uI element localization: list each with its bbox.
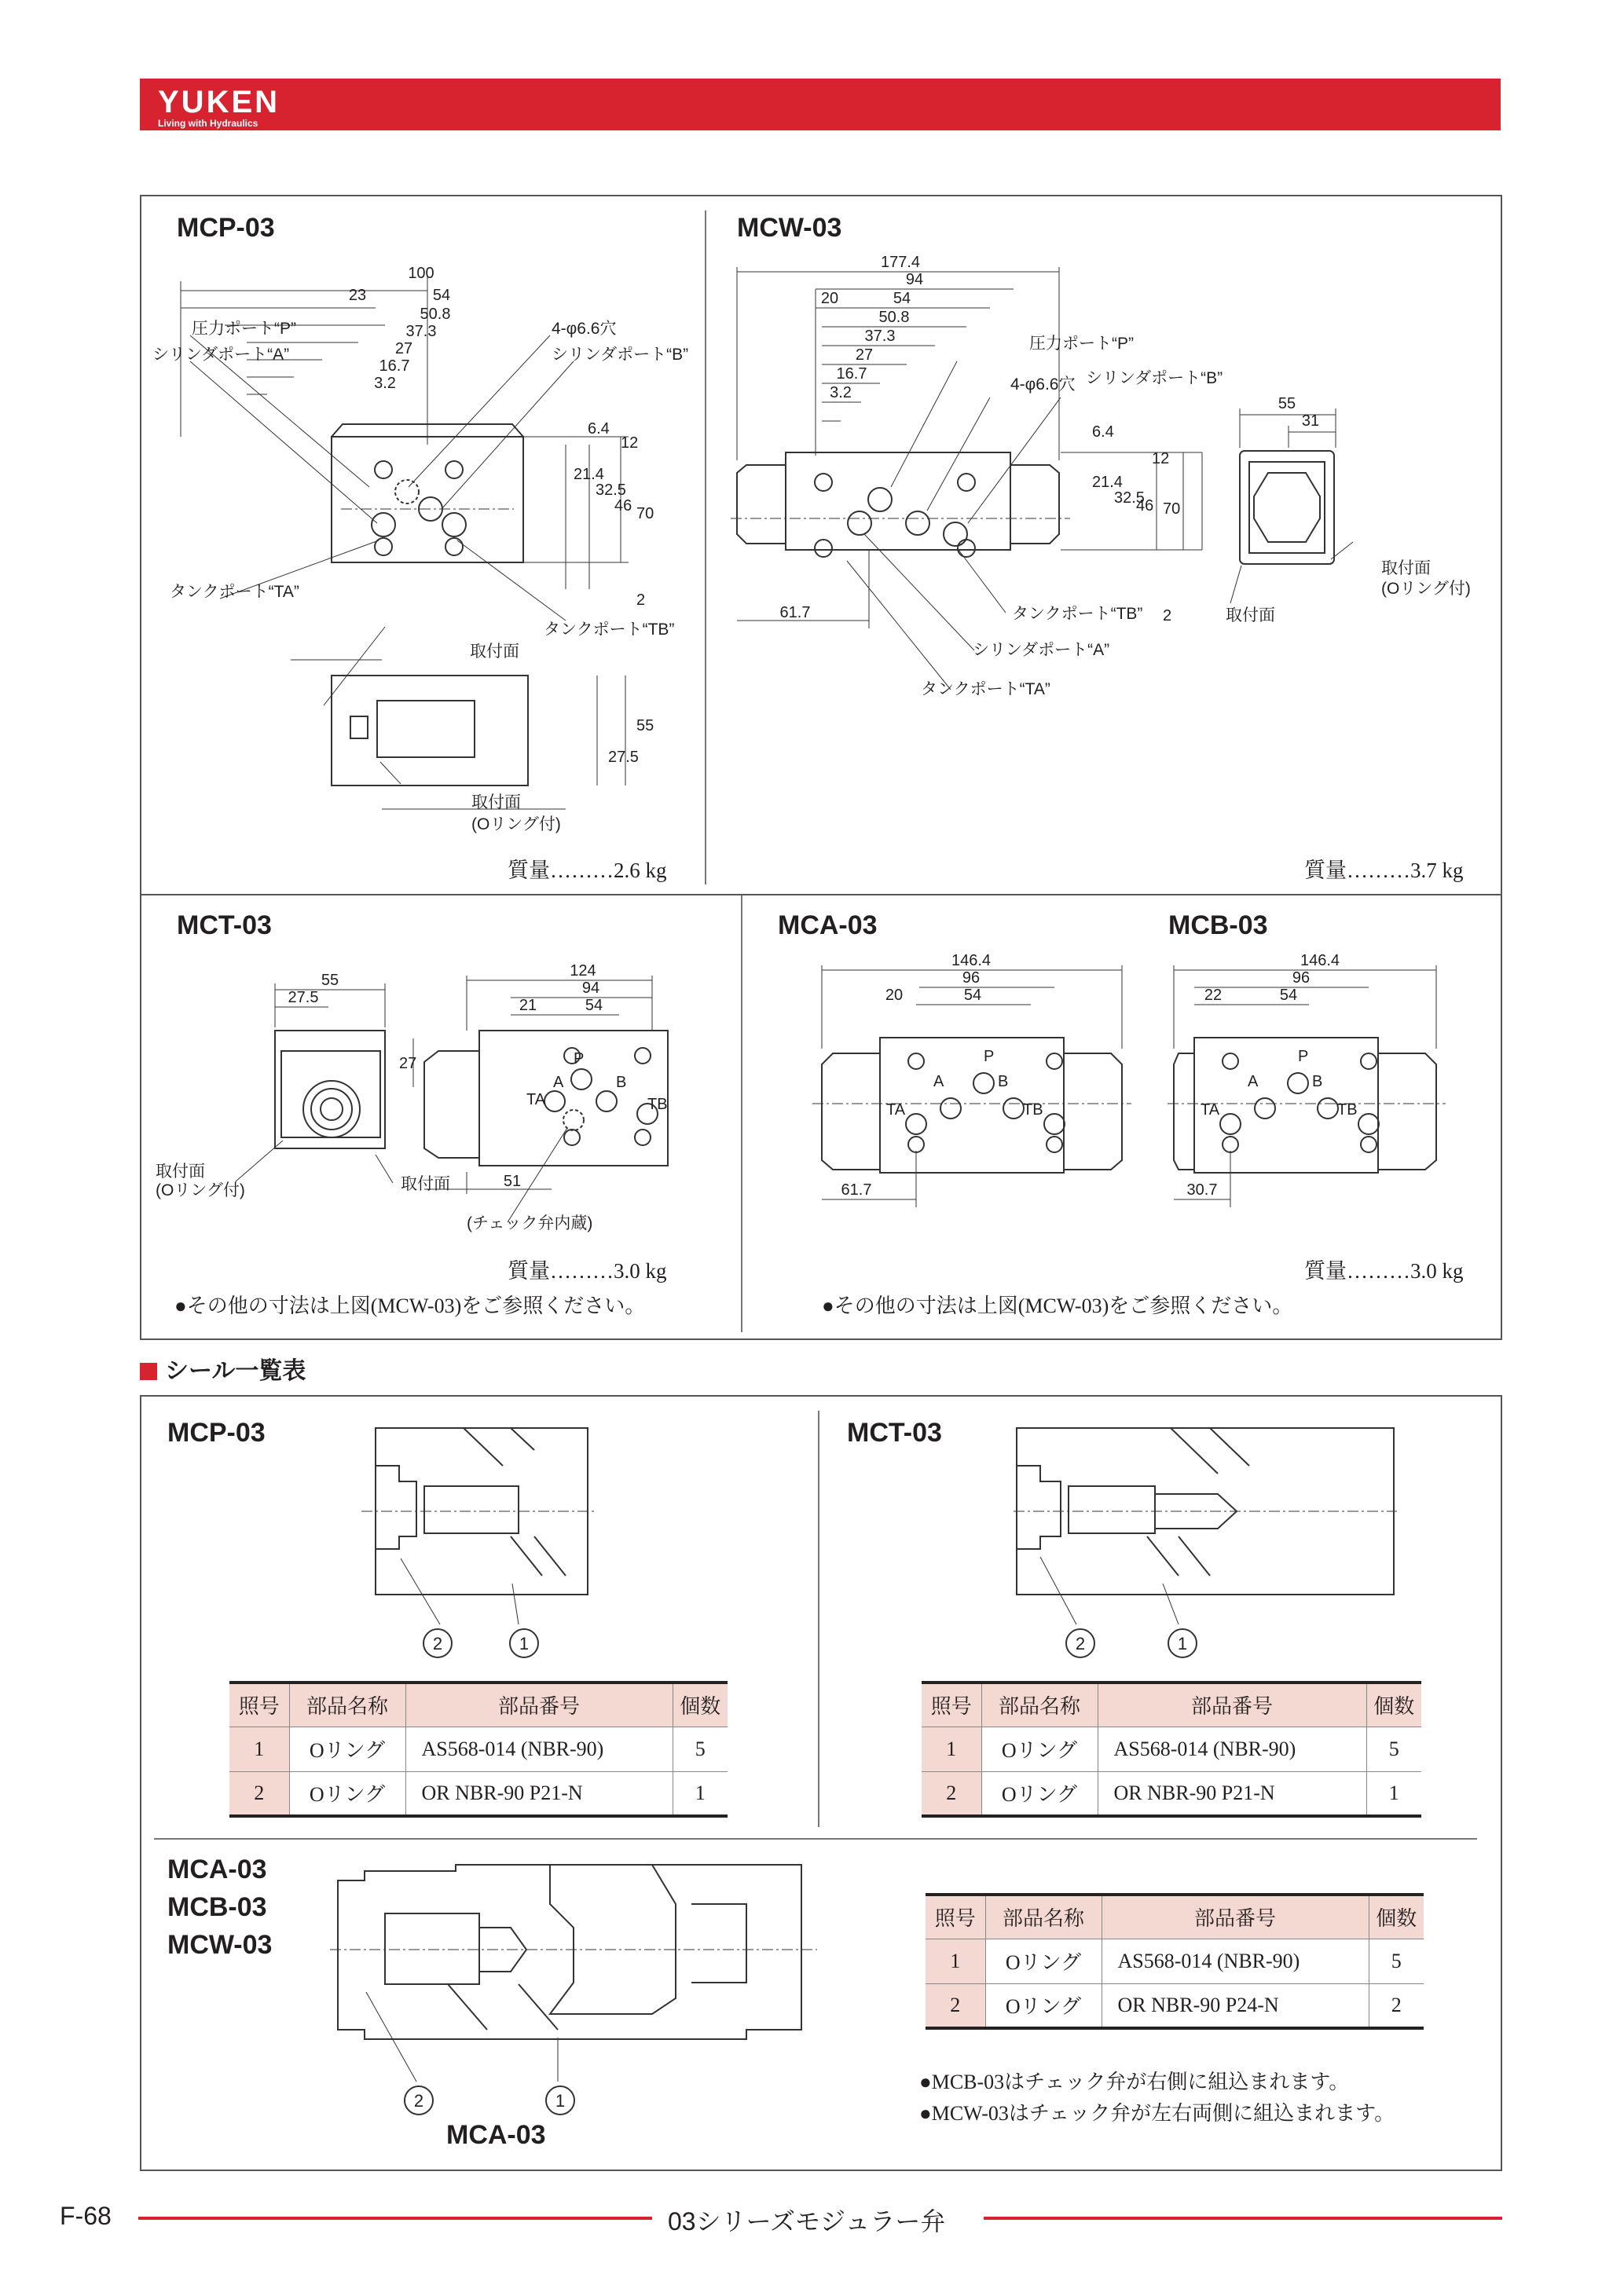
table-cell: OR NBR-90 P21-N (1098, 1771, 1366, 1816)
mcp-dim: 37.3 (405, 323, 437, 340)
col-header: 照号 (926, 1895, 985, 1939)
mcw-dim: 94 (905, 271, 924, 288)
logo-tagline: Living with Hydraulics (158, 118, 258, 129)
mcp-dim: 100 (408, 265, 434, 282)
mct-port: P (574, 1050, 585, 1067)
mcw-dim: 55 (1278, 395, 1296, 412)
mcw-label-a: シリンダポート“A” (973, 641, 1110, 659)
table-row (926, 1939, 1424, 1983)
mcw-dim: 2 (1163, 607, 1172, 624)
mcw-label-oring: (Oリング付) (1381, 580, 1471, 598)
mcb-port: B (1312, 1073, 1323, 1090)
seal-mcw-title: MCW-03 (167, 1930, 273, 1960)
mct-label-check: (チェック弁内蔵) (467, 1214, 593, 1232)
mca-dim: 61.7 (841, 1181, 872, 1199)
table-cell: 2 (229, 1771, 289, 1816)
mcp-drawing (149, 259, 699, 856)
mcw-dim: 54 (893, 290, 911, 307)
seal-heading: シール一覧表 (140, 1351, 306, 1386)
mct-port: A (553, 1074, 564, 1091)
table-cell: 2 (1369, 1983, 1424, 2028)
mct-label-mount2: 取付面 (401, 1175, 450, 1193)
table-cell: Oリング (985, 1983, 1102, 2028)
seal-mcb-title: MCB-03 (167, 1892, 267, 1922)
mcp-dim: 55 (636, 717, 654, 734)
seal-note-mcw: ●MCW-03はチェック弁が左右両側に組込まれます。 (919, 2102, 1395, 2125)
mct-port: TB (647, 1096, 668, 1113)
mcb-port: TB (1337, 1101, 1358, 1119)
mcw-dim: 31 (1301, 412, 1320, 430)
table-row (926, 1983, 1424, 2028)
col-header: 部品名称 (289, 1683, 405, 1727)
table-cell: 2 (922, 1771, 981, 1816)
header-bar (140, 79, 1501, 130)
mca-dim: 146.4 (951, 952, 992, 969)
table-cell: OR NBR-90 P24-N (1102, 1983, 1369, 2028)
seal-mct-title: MCT-03 (847, 1418, 942, 1448)
mct-dim: 124 (570, 962, 596, 980)
mcw-dim: 21.4 (1092, 474, 1123, 491)
col-header: 照号 (229, 1683, 289, 1727)
svg-text:2: 2 (432, 1634, 443, 1653)
mca-port: P (984, 1048, 995, 1065)
panel-divider-h (140, 894, 1502, 895)
mct-dim: 27.5 (288, 989, 319, 1006)
mcw-dim: 177.4 (880, 254, 921, 271)
mcb-port: A (1248, 1073, 1259, 1090)
table-cell: AS568-014 (NBR-90) (405, 1727, 673, 1771)
mcw-title: MCW-03 (737, 213, 842, 243)
page-number: F-68 (60, 2202, 112, 2230)
mcp-dim: 32.5 (596, 482, 626, 499)
mcw-dim: 16.7 (836, 365, 867, 383)
mcw-dim: 50.8 (878, 309, 910, 326)
mcp-title: MCP-03 (177, 213, 275, 243)
table-row (229, 1771, 728, 1816)
col-header: 部品番号 (1098, 1683, 1366, 1727)
mcb-dim: 54 (1279, 987, 1298, 1004)
svg-text:1: 1 (555, 2091, 566, 2111)
yuken-logo: YUKEN (158, 85, 280, 119)
mcp-dim: 70 (636, 505, 654, 522)
mct-port: TA (526, 1091, 546, 1108)
seal-table-mcp (229, 1681, 728, 1818)
table-row (922, 1727, 1421, 1771)
mcw-drawing (715, 251, 1493, 723)
mcw-label-mount: 取付面 (1381, 559, 1431, 577)
col-header: 部品名称 (985, 1895, 1102, 1939)
mct-dim: 51 (503, 1173, 522, 1190)
table-cell: 1 (1366, 1771, 1421, 1816)
footer-title: 03シリーズモジュラー弁 (668, 2207, 946, 2236)
mcb-dim: 22 (1204, 987, 1223, 1004)
mcp-label-p: 圧力ポート“P” (192, 320, 296, 338)
mcb-dim: 30.7 (1186, 1181, 1218, 1199)
mcb-dim: 96 (1292, 969, 1311, 987)
col-header: 個数 (1369, 1895, 1424, 1939)
mct-label-oring: (Oリング付) (156, 1181, 245, 1199)
mca-port: B (998, 1073, 1009, 1090)
mcb-port: P (1298, 1048, 1309, 1065)
table-cell: 5 (673, 1727, 728, 1771)
mct-label-mount: 取付面 (156, 1163, 205, 1181)
heading-square-icon (140, 1363, 157, 1380)
mca-dim: 96 (962, 969, 981, 987)
mcp-dim: 21.4 (574, 466, 604, 483)
mcp-body (332, 437, 523, 562)
svg-text:1: 1 (1177, 1634, 1188, 1653)
mcb-port: TA (1201, 1101, 1220, 1119)
mct-port: B (616, 1074, 627, 1091)
seal-table-mca (926, 1893, 1424, 2030)
table-cell: AS568-014 (NBR-90) (1102, 1939, 1369, 1983)
mcb-title: MCB-03 (1168, 910, 1268, 940)
mca-mass: 質量………3.0 kg (1304, 1259, 1464, 1283)
seal-mct-drawing (1014, 1419, 1399, 1678)
table-row (922, 1771, 1421, 1816)
mca-port: TA (886, 1101, 906, 1119)
mcw-label-holes: 4-φ6.6穴 (1010, 375, 1076, 394)
col-header: 部品名称 (981, 1683, 1098, 1727)
table-cell: Oリング (985, 1939, 1102, 1983)
panel-divider-v-bottom (741, 895, 742, 1332)
mct-mass: 質量………3.0 kg (508, 1259, 667, 1283)
seal-mca-drawing (322, 1857, 825, 2132)
mcw-label-mount-side: 取付面 (1226, 606, 1275, 624)
mcp-label-mount2: 取付面 (471, 793, 521, 811)
mcp-dim: 16.7 (379, 357, 410, 375)
mcp-dim: 2 (636, 591, 646, 609)
mct-dim: 55 (321, 972, 339, 989)
svg-text:2: 2 (1075, 1634, 1086, 1653)
table-cell: 5 (1366, 1727, 1421, 1771)
table-cell: Oリング (289, 1727, 405, 1771)
svg-text:2: 2 (413, 2091, 424, 2111)
mcw-dim: 46 (1136, 497, 1154, 514)
seal-mcp-drawing (346, 1419, 605, 1678)
mcw-label-tb: タンクポート“TB” (1012, 605, 1143, 623)
mcp-mass: 質量………2.6 kg (508, 859, 667, 882)
col-header: 個数 (1366, 1683, 1421, 1727)
mcw-dim: 3.2 (830, 384, 852, 401)
mcw-dim: 12 (1152, 450, 1170, 467)
col-header: 照号 (922, 1683, 981, 1727)
mcp-dim: 3.2 (374, 375, 396, 392)
mcp-dim: 6.4 (588, 420, 610, 438)
mcw-mass: 質量………3.7 kg (1304, 859, 1464, 882)
mct-title: MCT-03 (177, 910, 272, 940)
mca-title: MCA-03 (778, 910, 878, 940)
mct-dim: 54 (585, 997, 603, 1014)
footer-line-left (138, 2217, 652, 2220)
mcw-dim: 37.3 (864, 328, 896, 345)
mcw-dim: 61.7 (779, 604, 811, 621)
mcp-label-tb: タンクポート“TB” (544, 621, 675, 639)
seal-note-mcb: ●MCB-03はチェック弁が右側に組込まれます。 (919, 2071, 1350, 2093)
mcw-dim: 27 (855, 346, 874, 364)
col-header: 個数 (673, 1683, 728, 1727)
mcp-label-b: シリンダポート“B” (552, 346, 689, 364)
seal-mca-caption: MCA-03 (446, 2120, 546, 2150)
col-header: 部品番号 (1102, 1895, 1369, 1939)
mcw-label-b: シリンダポート“B” (1086, 369, 1223, 387)
seal-table-mct (922, 1681, 1421, 1818)
mca-port: TB (1023, 1101, 1043, 1119)
table-cell: Oリング (981, 1727, 1098, 1771)
mcw-dim: 70 (1163, 500, 1181, 518)
mca-dim: 54 (963, 987, 982, 1004)
mca-note: ●その他の寸法は上図(MCW-03)をご参照ください。 (822, 1294, 1293, 1317)
mcp-label-a: シリンダポート“A” (152, 346, 290, 364)
footer-line-right (984, 2217, 1502, 2220)
mcw-label-p: 圧力ポート“P” (1029, 335, 1134, 353)
mcp-dim: 50.8 (420, 306, 451, 323)
seal-divider-h (154, 1838, 1477, 1840)
mcp-dim: 12 (621, 434, 639, 452)
table-cell: 1 (229, 1727, 289, 1771)
mcw-dim: 20 (820, 290, 839, 307)
table-cell: OR NBR-90 P21-N (405, 1771, 673, 1816)
seal-divider-v (818, 1411, 819, 1827)
table-cell: Oリング (981, 1771, 1098, 1816)
table-cell: 5 (1369, 1939, 1424, 1983)
table-cell: AS568-014 (NBR-90) (1098, 1727, 1366, 1771)
panel-divider-v-top (705, 211, 706, 884)
table-header-row (229, 1683, 728, 1727)
seal-mcp-title: MCP-03 (167, 1418, 266, 1448)
mcw-label-ta: タンクポート“TA” (921, 680, 1050, 698)
mcp-label-mount: 取付面 (470, 643, 519, 661)
mcp-dim: 27.5 (608, 749, 639, 766)
mcw-dim: 32.5 (1114, 489, 1145, 507)
mct-note: ●その他の寸法は上図(MCW-03)をご参照ください。 (174, 1294, 646, 1317)
table-cell: 1 (926, 1939, 985, 1983)
mcp-label-oring: (Oリング付) (471, 815, 561, 833)
mcp-dim: 27 (394, 340, 413, 357)
mcp-dim: 23 (348, 287, 367, 304)
mca-port: A (933, 1073, 944, 1090)
seal-mca-title: MCA-03 (167, 1855, 267, 1884)
svg-text:1: 1 (519, 1634, 530, 1653)
table-row (229, 1727, 728, 1771)
col-header: 部品番号 (405, 1683, 673, 1727)
table-cell: 1 (922, 1727, 981, 1771)
table-cell: 2 (926, 1983, 985, 2028)
mct-drawing (149, 952, 731, 1266)
table-cell: Oリング (289, 1771, 405, 1816)
mcp-dim: 46 (614, 497, 632, 514)
mcp-label-ta: タンクポート“TA” (170, 583, 299, 601)
mca-dim: 20 (885, 987, 904, 1004)
mca-mcb-drawing (778, 947, 1485, 1229)
mcw-dim: 6.4 (1092, 423, 1114, 441)
mcp-dim: 54 (432, 287, 451, 304)
mcb-dim: 146.4 (1300, 952, 1340, 969)
mcp-label-holes: 4-φ6.6穴 (552, 320, 617, 338)
mct-dim: 94 (581, 980, 600, 997)
table-cell: 1 (673, 1771, 728, 1816)
mct-dim: 27 (399, 1055, 417, 1072)
mct-dim: 21 (519, 997, 537, 1014)
table-header-row (926, 1895, 1424, 1939)
table-header-row (922, 1683, 1421, 1727)
